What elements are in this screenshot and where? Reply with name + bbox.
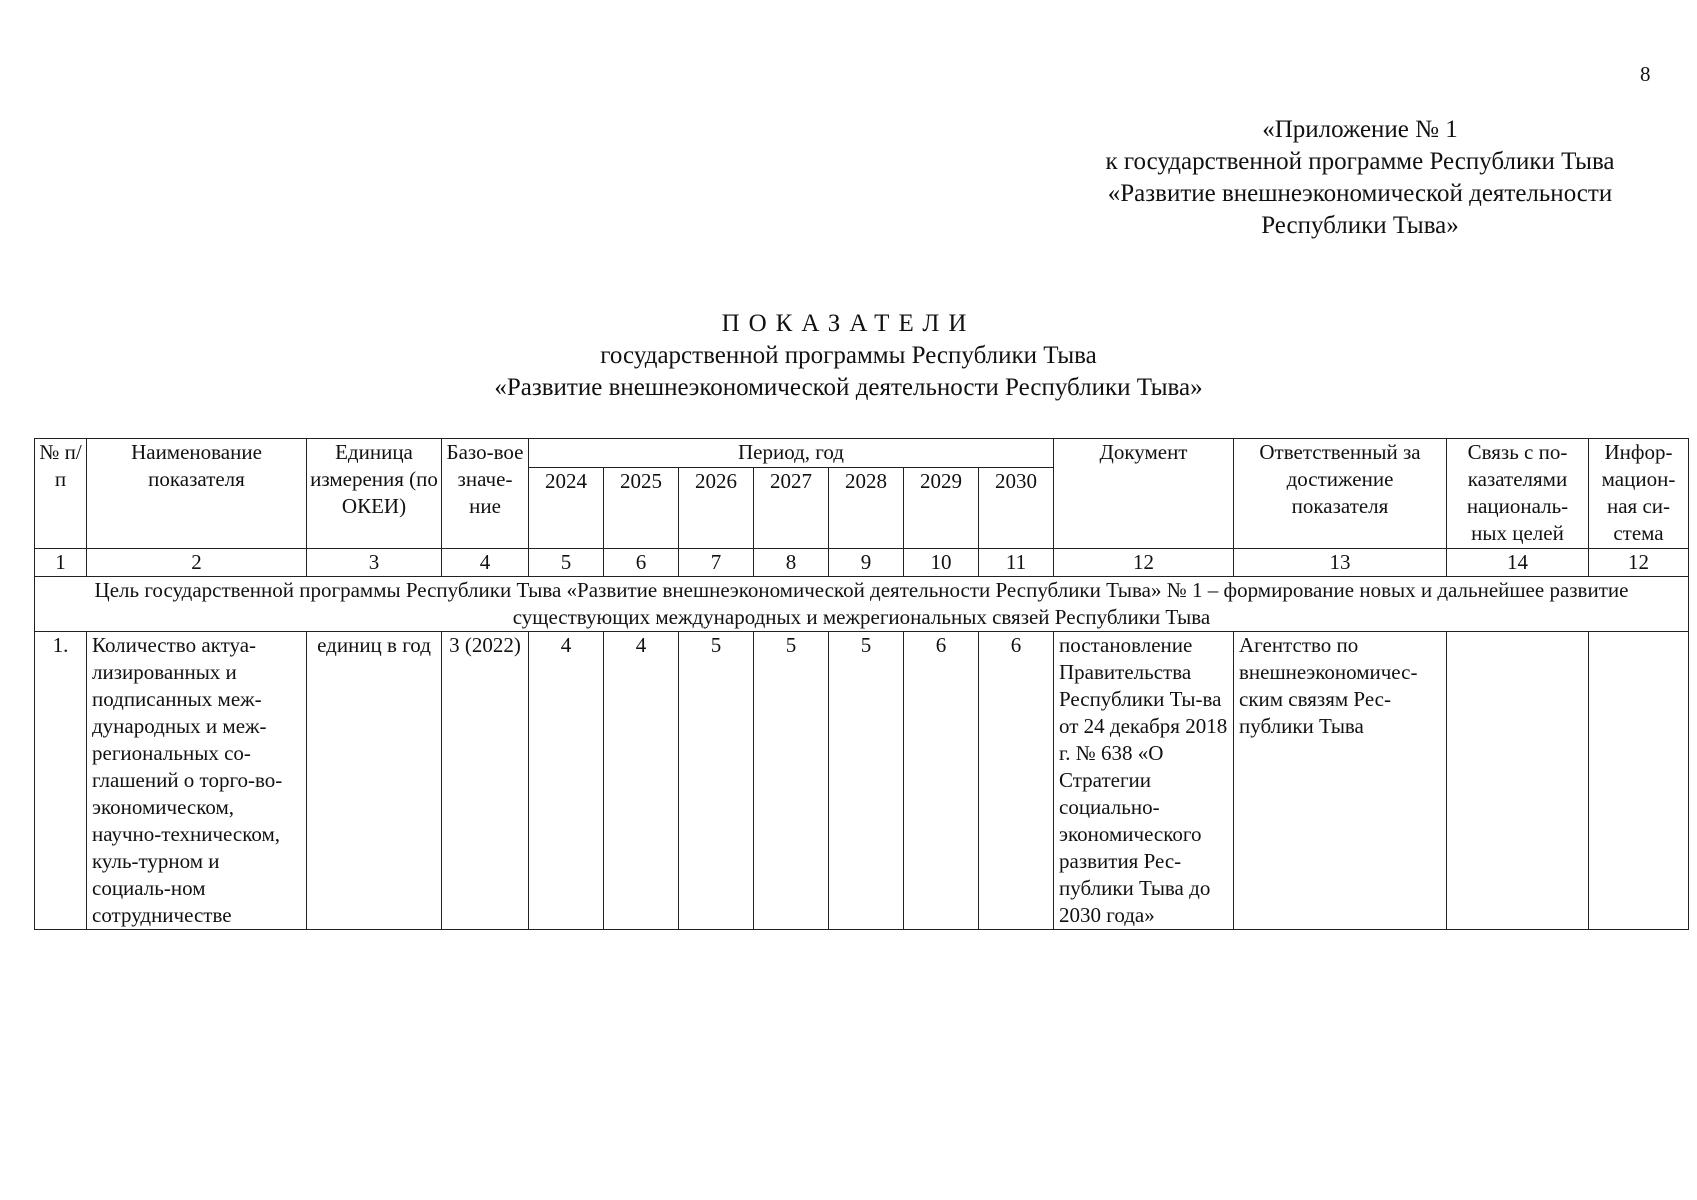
row-year-value: 5 <box>679 632 754 930</box>
header-document: Документ <box>1054 439 1234 549</box>
header-name: Наименование показателя <box>87 439 307 549</box>
goal-text: Цель государственной программы Республики Тыва «Развитие внешнеэкономической деятельности Республики Тыва» № 1 – формирование новых и дальнейшее развитие существующих международных и межрегиональных связей Республики Тыва <box>35 577 1689 632</box>
appendix-line-1: «Приложение № 1 <box>1262 116 1458 143</box>
row-indicator-name: Количество актуа-лизированных и подписанных меж-дународных и меж-региональных со-глашений о торго-во-экономическом, научно-техническом, куль-турном и социаль-ном сотрудничестве <box>87 632 307 930</box>
appendix-line-2: к государственной программе Республики Тыва <box>1105 148 1615 175</box>
header-year: 2027 <box>754 468 829 549</box>
column-number: 6 <box>604 549 679 577</box>
table-row <box>35 632 1689 930</box>
header-year: 2026 <box>679 468 754 549</box>
column-number: 13 <box>1234 549 1447 577</box>
column-number: 3 <box>307 549 442 577</box>
row-year-value: 5 <box>829 632 904 930</box>
column-number: 7 <box>679 549 754 577</box>
header-base: Базо-вое значе-ние <box>442 439 529 549</box>
row-year-value: 5 <box>754 632 829 930</box>
header-unit: Единица измерения (по ОКЕИ) <box>307 439 442 549</box>
header-responsible: Ответственный за достижение показателя <box>1234 439 1447 549</box>
row-num: 1. <box>35 632 87 930</box>
indicators-table <box>34 438 1689 930</box>
header-info: Инфор-мацион-ная си-стема <box>1589 439 1689 549</box>
column-number: 10 <box>904 549 979 577</box>
header-row <box>35 439 1689 468</box>
appendix-line-3: «Развитие внешнеэкономической деятельности <box>1107 180 1613 207</box>
header-year: 2028 <box>829 468 904 549</box>
column-numbers-row <box>35 549 1689 577</box>
row-responsible: Агентство по внешнеэкономичес-ским связям Рес-публики Тыва <box>1234 632 1447 930</box>
column-number: 11 <box>979 549 1054 577</box>
column-number: 9 <box>829 549 904 577</box>
row-year-value: 4 <box>604 632 679 930</box>
column-number: 1 <box>35 549 87 577</box>
header-link: Связь с по-казателями националь-ных целей <box>1447 439 1589 549</box>
column-number: 14 <box>1447 549 1589 577</box>
title-line-1: ПОКАЗАТЕЛИ <box>721 310 976 337</box>
document-title <box>0 308 1697 404</box>
row-year-value: 6 <box>979 632 1054 930</box>
appendix-header <box>1040 114 1680 242</box>
header-year: 2025 <box>604 468 679 549</box>
header-year: 2024 <box>529 468 604 549</box>
header-year: 2030 <box>979 468 1054 549</box>
column-number: 4 <box>442 549 529 577</box>
page-number: 8 <box>1640 62 1651 86</box>
appendix-line-4: Республики Тыва» <box>1261 212 1459 239</box>
column-number: 5 <box>529 549 604 577</box>
row-unit: единиц в год <box>307 632 442 930</box>
column-number: 2 <box>87 549 307 577</box>
row-document: постановление Правительства Республики Ты-ва от 24 декабря 2018 г. № 638 «О Стратегии социально-экономического развития Рес-публики Тыва до 2030 года» <box>1054 632 1234 930</box>
title-line-2: государственной программы Республики Тыва <box>600 342 1097 369</box>
column-number: 8 <box>754 549 829 577</box>
row-year-value: 4 <box>529 632 604 930</box>
row-year-value: 6 <box>904 632 979 930</box>
header-year: 2029 <box>904 468 979 549</box>
title-line-3: «Развитие внешнеэкономической деятельности Республики Тыва» <box>494 374 1203 401</box>
goal-row <box>35 577 1689 632</box>
header-period: Период, год <box>529 439 1054 468</box>
column-number: 12 <box>1589 549 1689 577</box>
row-info-system <box>1589 632 1689 930</box>
header-num: № п/п <box>35 439 87 549</box>
row-base-value: 3 (2022) <box>442 632 529 930</box>
row-link <box>1447 632 1589 930</box>
column-number: 12 <box>1054 549 1234 577</box>
